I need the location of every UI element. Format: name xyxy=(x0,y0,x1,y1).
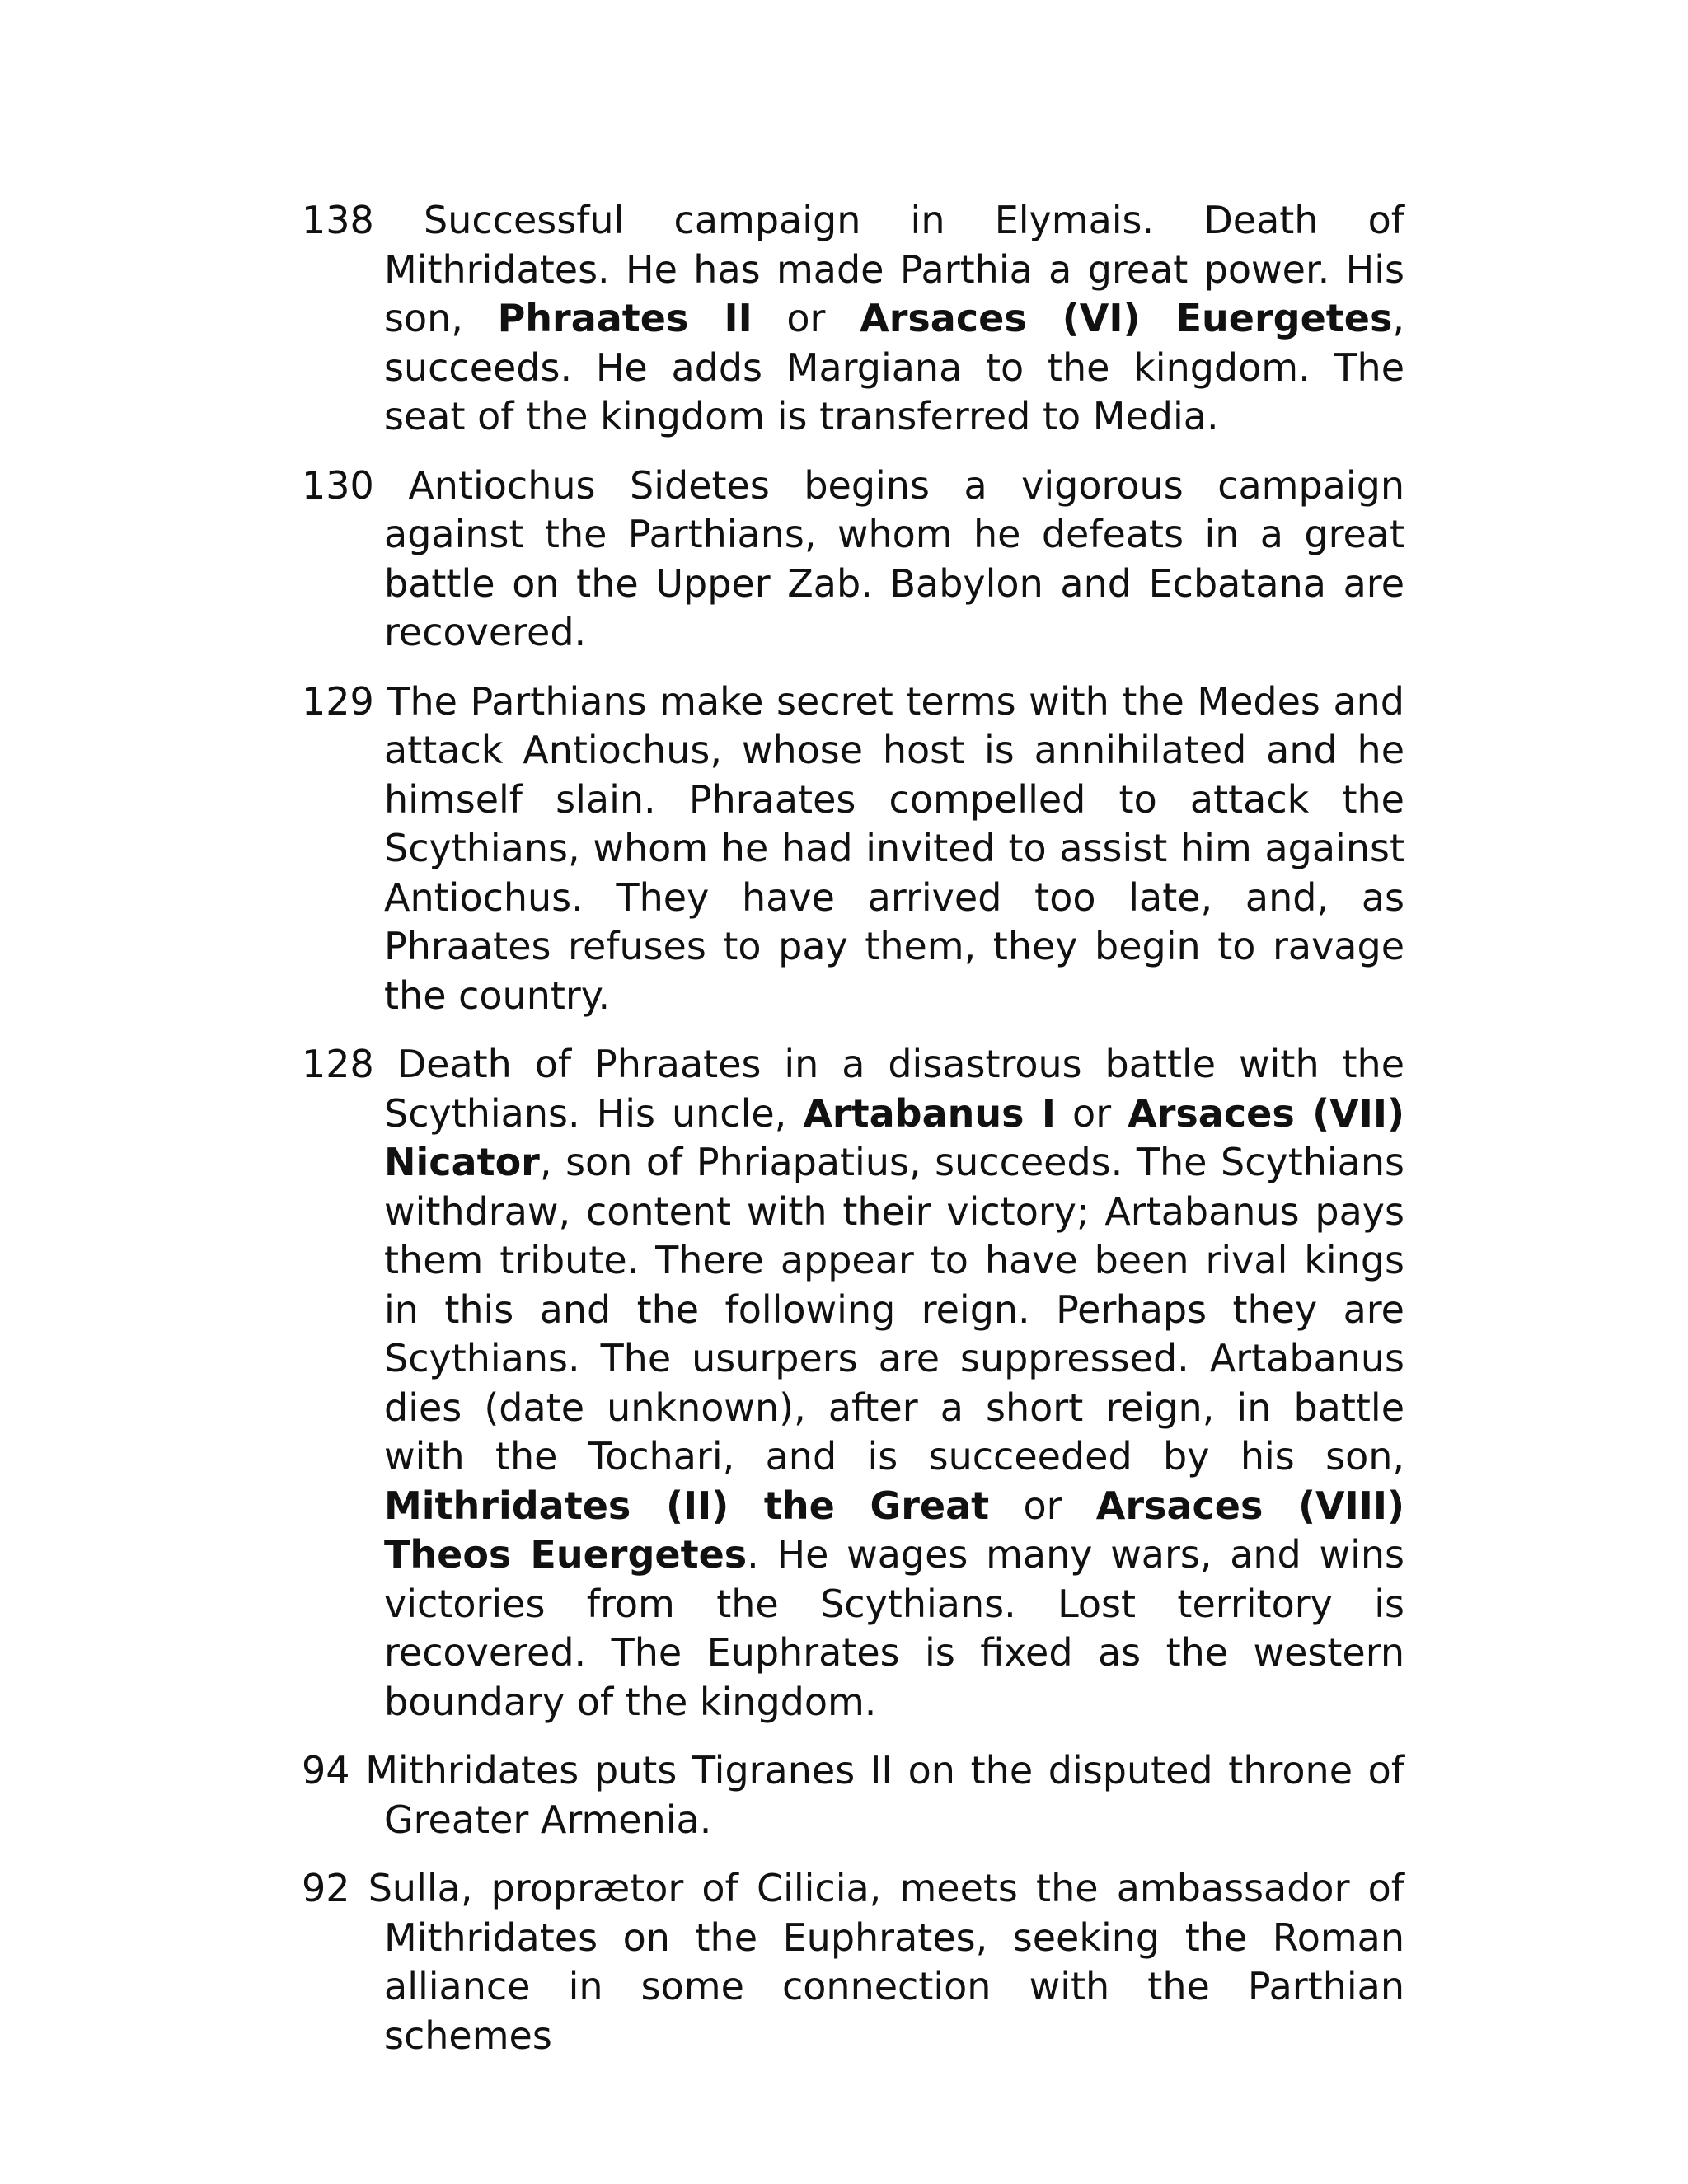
entry-text: , succeeds. He adds Margiana to the kingdom. The seat of the kingdom is transferred to Media. xyxy=(384,296,1404,438)
entry-text: Antiochus Sidetes begins a vigorous campaign against the Parthians, whom he defeats in a great battle on the Upper Zab. Babylon and Ecbatana are recovered. xyxy=(384,462,1404,654)
chronology-page xyxy=(302,196,1404,2060)
chronology-entry xyxy=(302,1040,1404,1727)
chronology-entry xyxy=(302,462,1404,658)
ruler-name: Mithridates (II) the Great xyxy=(384,1483,990,1528)
entry-text: Death of Phraates in a disastrous battle with the Scythians. His uncle, xyxy=(384,1042,1405,1136)
entry-text: or xyxy=(989,1483,1096,1528)
entry-text: , son of Phriapatius, succeeds. The Scythians withdraw, content with their victory; Artabanus pays them tribute. There appear to have been rival kings in this and the following reign. Perhaps they are Scythians. The usurpers are suppressed. Artabanus dies (date unknown), after a short reign, in battle with the Tochari, and is succeeded by his son, xyxy=(384,1140,1404,1479)
entry-text: . He wages many wars, and wins victories from the Scythians. Lost territory is recovered. The Euphrates is fixed as the western boundary of the kingdom. xyxy=(384,1532,1404,1724)
entry-year: 128 xyxy=(302,1042,374,1086)
ruler-name: Arsaces (VII) Nicator xyxy=(384,1090,1404,1184)
entry-year: 92 xyxy=(302,1866,350,1910)
entry-year: 129 xyxy=(302,678,374,724)
chronology-entry xyxy=(302,1746,1404,1844)
entry-text: or xyxy=(752,296,860,340)
ruler-name: Arsaces (VIII) Theos Euergetes xyxy=(384,1483,1404,1577)
chronology-entry xyxy=(302,677,1404,1021)
ruler-name: Phraates II xyxy=(497,296,753,340)
chronology-entry xyxy=(302,196,1404,442)
entry-text: The Parthians make secret terms with the Medes and attack Antiochus, whose host is annihilated and he himself slain. Phraates compelled to attack the Scythians, whom he had invited to assist him against Antiochus. They have arrived too late, and, as Phraates refuses to pay them, they begin to ravage the country. xyxy=(384,678,1404,1018)
chronology-entry xyxy=(302,1864,1404,2060)
entry-year: 130 xyxy=(302,462,374,508)
entry-text: or xyxy=(1056,1090,1128,1136)
entry-text: Successful campaign in Elymais. Death of Mithridates. He has made Parthia a great power. His son, xyxy=(384,198,1404,340)
entry-year: 138 xyxy=(302,198,374,242)
entry-text: Mithridates puts Tigranes II on the disputed throne of Greater Armenia. xyxy=(365,1748,1405,1842)
ruler-name: Arsaces (VI) Euergetes xyxy=(860,296,1393,340)
entry-text: Sulla, proprætor of Cilicia, meets the ambassador of Mithridates on the Euphrates, seeking the Roman alliance in some connection with the Parthian schemes xyxy=(368,1866,1404,2058)
entry-year: 94 xyxy=(302,1748,350,1793)
ruler-name: Artabanus I xyxy=(803,1090,1057,1136)
